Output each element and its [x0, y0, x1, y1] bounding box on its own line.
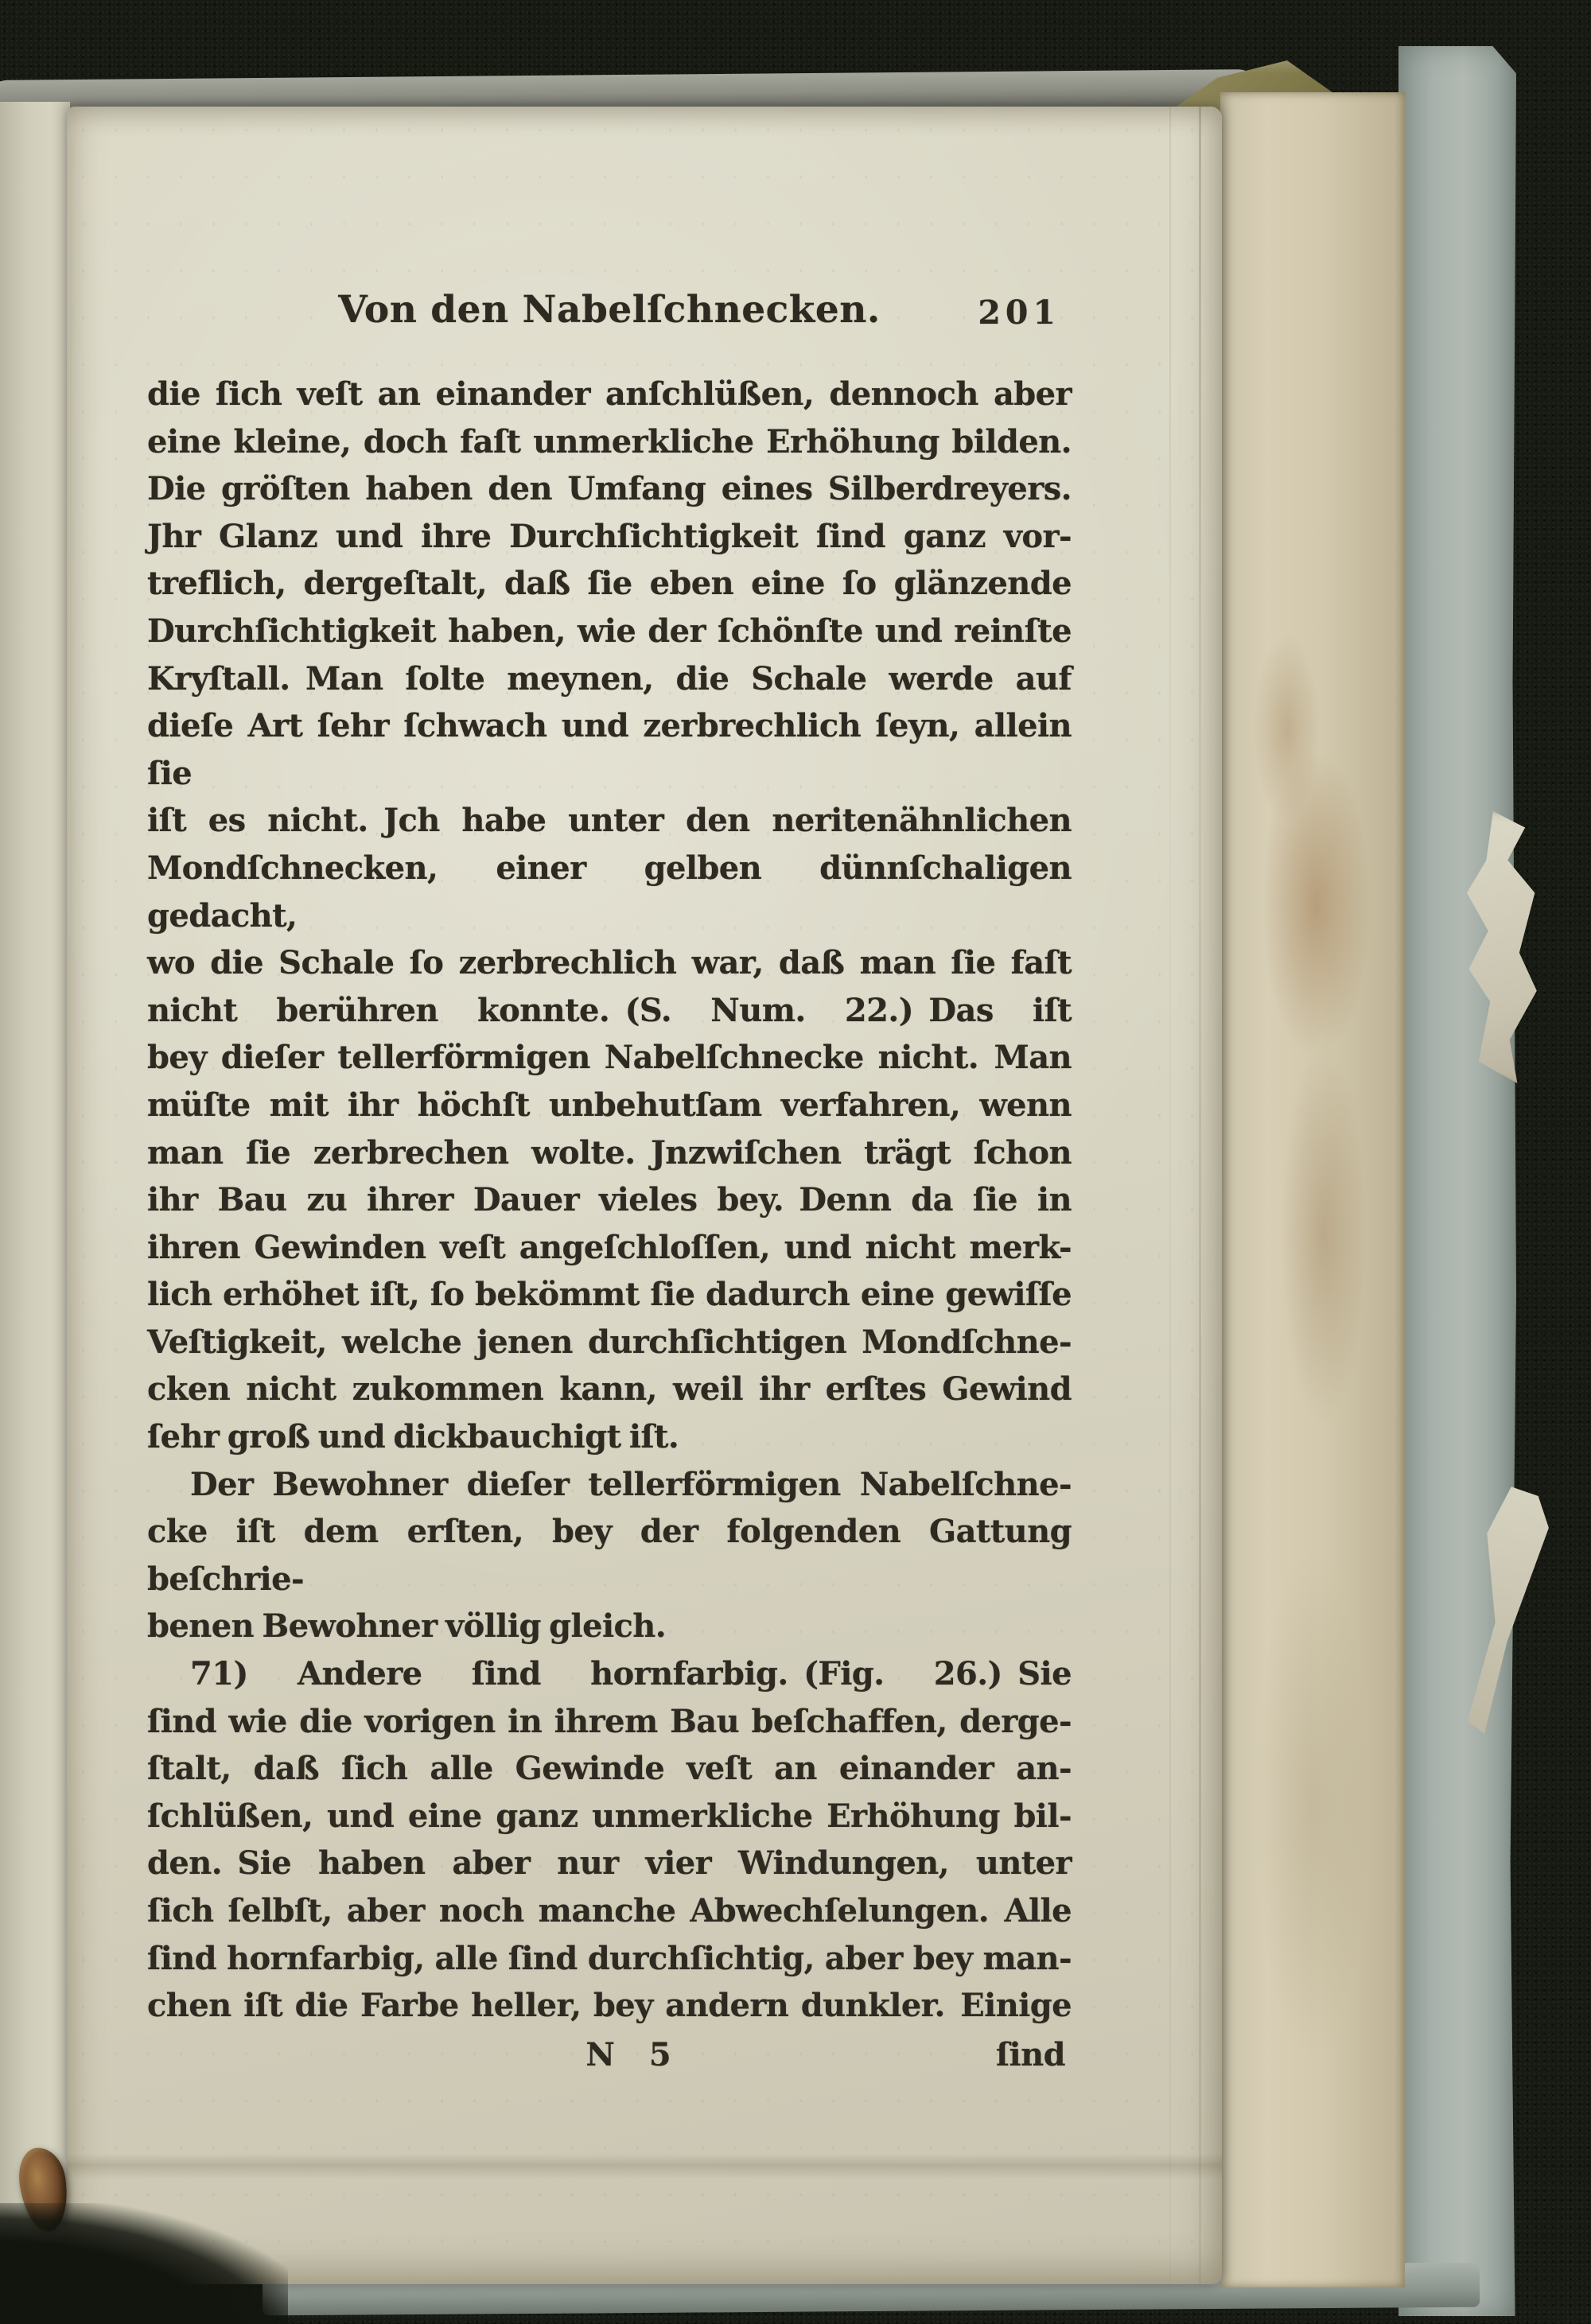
- text-line: ihren Gewinden veſt angeſchloſſen, und nicht merk-: [147, 1228, 1072, 1266]
- text-line-paragraph-start: 71) Andere ſind hornfarbig. (Fig. 26.) Sie: [190, 1655, 1072, 1693]
- text-line-paragraph-start: Der Bewohner dieſer tellerförmigen Nabelſchne-: [190, 1465, 1072, 1503]
- book-cover-right-edge: [1398, 46, 1516, 2316]
- page-crease-vertical: [1169, 107, 1171, 2284]
- text-line-paragraph-end: ſehr groß und dickbauchigt iſt.: [147, 1418, 679, 1456]
- text-line: Veſtigkeit, welche jenen durchſichtigen Mondſchne-: [147, 1323, 1072, 1361]
- book-page: [67, 107, 1222, 2284]
- text-line: Die gröſten haben den Umfang eines Silberdreyers.: [147, 470, 1072, 508]
- text-line: ihr Bau zu ihrer Dauer vieles bey. Denn da ſie in: [147, 1181, 1072, 1219]
- text-line: treflich, dergeſtalt, daß ſie eben eine ſo glänzende: [147, 565, 1072, 603]
- gathering-signature: N 5: [585, 2035, 684, 2073]
- text-line: ſich ſelbſt, aber noch manche Abwechſelungen. Alle: [147, 1892, 1072, 1930]
- text-line: Jhr Glanz und ihre Durchſichtigkeit ſind ganz vor-: [147, 517, 1072, 555]
- page-block-fore-edge: [1220, 92, 1405, 2287]
- text-line: müſte mit ihr höchſt unbehutſam verfahren, wenn: [147, 1086, 1072, 1124]
- text-line-paragraph-end: benen Bewohner völlig gleich.: [147, 1607, 667, 1646]
- text-line: eine kleine, doch faſt unmerkliche Erhöhung bilden.: [147, 422, 1072, 461]
- text-line: Mondſchnecken, einer gelben dünnſchaligen gedacht,: [147, 849, 1072, 935]
- page-number: 201: [978, 293, 1060, 332]
- bottom-left-shadow: [0, 2203, 288, 2324]
- text-line: man ſie zerbrechen wolte. Jnzwiſchen trägt ſchon: [147, 1133, 1072, 1172]
- page-header: [147, 288, 1072, 340]
- text-line: den. Sie haben aber nur vier Windungen, unter: [147, 1844, 1072, 1883]
- text-line: iſt es nicht. Jch habe unter den neritenähnlichen: [147, 802, 1072, 840]
- text-line: Durchſichtigkeit haben, wie der ſchönſte und reinſte: [147, 612, 1072, 650]
- facing-page-edge: [0, 102, 70, 2243]
- text-line: wo die Schale ſo zerbrechlich war, daß man ſie faſt: [147, 944, 1072, 982]
- text-line: dieſe Art ſehr ſchwach und zerbrechlich ſeyn, allein ſie: [147, 707, 1072, 792]
- text-line: nicht berühren konnte. (S. Num. 22.) Das iſt: [147, 991, 1072, 1029]
- signature-line: [147, 2031, 1072, 2079]
- running-title: Von den Nabelſchnecken.: [338, 288, 881, 332]
- page-fold-edge: [1199, 107, 1201, 2284]
- text-line: ſind hornfarbig, alle ſind durchſichtig, aber bey man-: [147, 1939, 1072, 1977]
- text-line: die ſich veſt an einander anſchlüßen, dennoch aber: [147, 375, 1072, 413]
- text-block: [147, 371, 1072, 2078]
- text-line: ſtalt, daß ſich alle Gewinde veſt an einander an-: [147, 1750, 1072, 1788]
- text-line: ſchlüßen, und eine ganz unmerkliche Erhöhung bil-: [147, 1797, 1072, 1835]
- text-line: bey dieſer tellerförmigen Nabelſchnecke nicht. Man: [147, 1039, 1072, 1077]
- text-line: Kryſtall. Man ſolte meynen, die Schale werde auf: [147, 659, 1072, 698]
- text-line: lich erhöhet iſt, ſo bekömmt ſie dadurch eine gewiſſe: [147, 1276, 1072, 1314]
- text-line: chen iſt die Farbe heller, bey andern dunkler. Einige: [147, 1987, 1072, 2025]
- text-line: cke iſt dem erſten, bey der folgenden Gattung beſchrie-: [147, 1513, 1072, 1598]
- page-crease-horizontal: [67, 2154, 1222, 2179]
- catchword: ſind: [995, 2035, 1065, 2073]
- text-line: cken nicht zukommen kann, weil ihr erſtes Gewind: [147, 1370, 1072, 1409]
- text-line: ſind wie die vorigen in ihrem Bau beſchaffen, derge-: [147, 1702, 1072, 1740]
